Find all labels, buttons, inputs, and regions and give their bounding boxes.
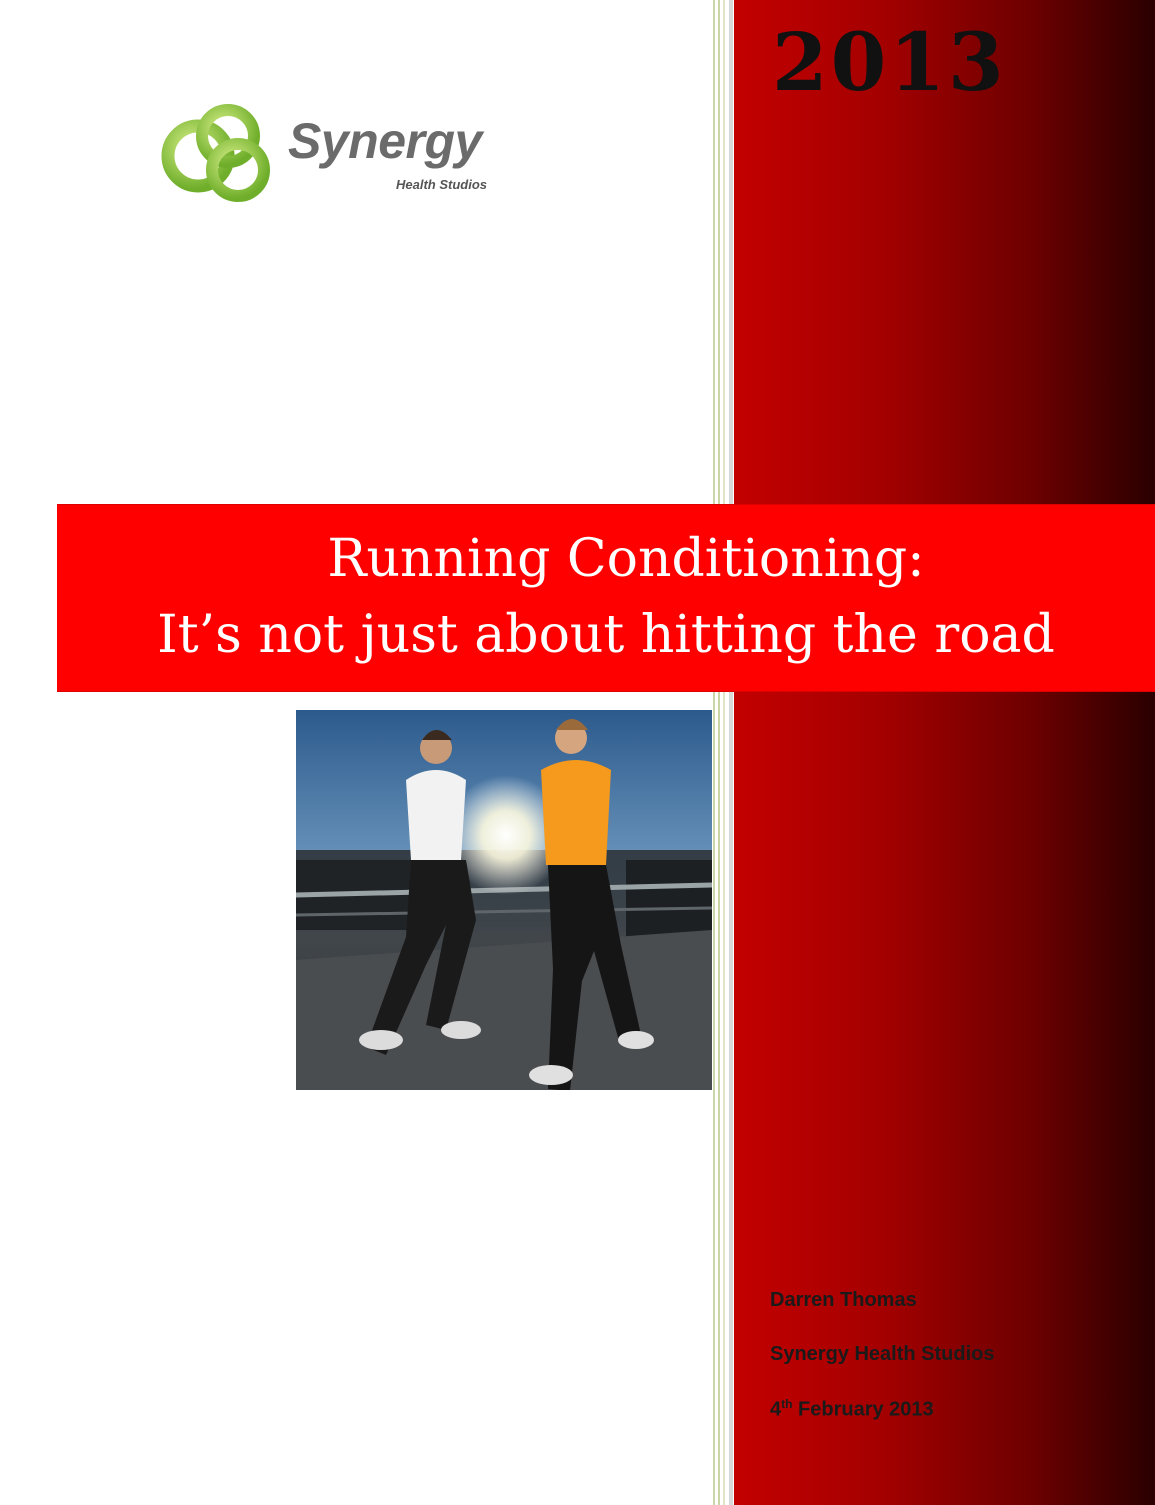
runners-photo: [296, 710, 712, 1090]
cover-year: 2013: [772, 15, 1007, 109]
publication-date: [770, 1398, 934, 1420]
red-side-panel: [734, 0, 1155, 1505]
date-day: 4: [770, 1398, 782, 1421]
title-banner: [57, 504, 1155, 692]
author-name: Darren Thomas: [770, 1289, 917, 1311]
vertical-divider: [729, 0, 733, 1505]
logo-wordmark: Synergy: [288, 113, 482, 169]
title-line-1: Running Conditioning:: [327, 529, 925, 589]
vertical-divider: [718, 0, 720, 1505]
vertical-divider: [713, 0, 715, 1505]
date-rest: February 2013: [792, 1398, 934, 1421]
title-line-2: It’s not just about hitting the road: [157, 605, 1055, 665]
rings-logo-icon: [156, 98, 286, 208]
logo-tagline: Health Studios: [396, 177, 488, 192]
author-organization: Synergy Health Studios: [770, 1343, 995, 1365]
vertical-divider: [723, 0, 725, 1505]
synergy-logo: [156, 98, 556, 208]
date-suffix: th: [781, 1397, 793, 1411]
